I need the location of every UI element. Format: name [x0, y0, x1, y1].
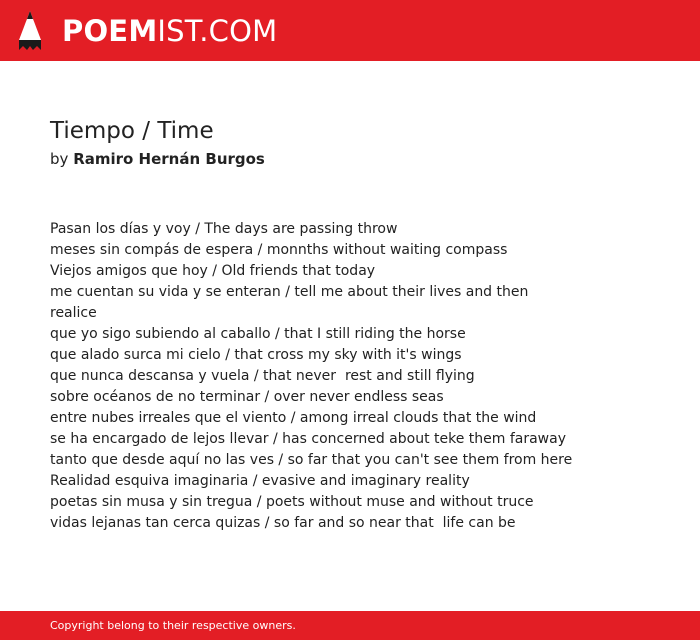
author-name: Ramiro Hernán Burgos [73, 150, 265, 168]
poem-line: que alado surca mi cielo / that cross my sky with it's wings [50, 347, 462, 363]
poem-line: Realidad esquiva imaginaria / evasive and imaginary reality [50, 473, 470, 489]
poem-line: entre nubes irreales que el viento / among irreal clouds that the wind [50, 410, 537, 426]
by-label: by [50, 150, 69, 168]
pencil-tip-icon[interactable] [17, 10, 43, 52]
poem-line: realice [50, 305, 97, 321]
copyright-notice: Copyright belong to their respective owners. [50, 619, 296, 632]
poem-line: me cuentan su vida y se enteran / tell me about their lives and then [50, 284, 529, 300]
poem-line: que yo sigo subiendo al caballo / that I still riding the horse [50, 326, 466, 342]
poem-body [50, 219, 650, 534]
logo-word-ist-com: IST.COM [157, 14, 278, 48]
logo-word-poem: POEM [62, 14, 158, 48]
poem-line: Viejos amigos que hoy / Old friends that today [50, 263, 376, 279]
poem-line: Pasan los días y voy / The days are passing throw [50, 221, 398, 237]
poem-title: Tiempo / Time [50, 118, 214, 144]
site-footer [0, 611, 700, 640]
poem-line: se ha encargado de lejos llevar / has concerned about teke them faraway [50, 431, 566, 447]
byline [50, 149, 265, 169]
poem-line: sobre océanos de no terminar / over never endless seas [50, 389, 444, 405]
poem-line: que nunca descansa y vuela / that never rest and still flying [50, 368, 475, 384]
site-logo[interactable] [62, 14, 277, 48]
site-header [0, 0, 700, 61]
poem-line: meses sin compás de espera / monnths without waiting compass [50, 242, 508, 258]
poem-line: tanto que desde aquí no las ves / so far that you can't see them from here [50, 452, 573, 468]
poem-line: poetas sin musa y sin tregua / poets without muse and without truce [50, 494, 534, 510]
poem-line: vidas lejanas tan cerca quizas / so far and so near that life can be [50, 515, 516, 531]
